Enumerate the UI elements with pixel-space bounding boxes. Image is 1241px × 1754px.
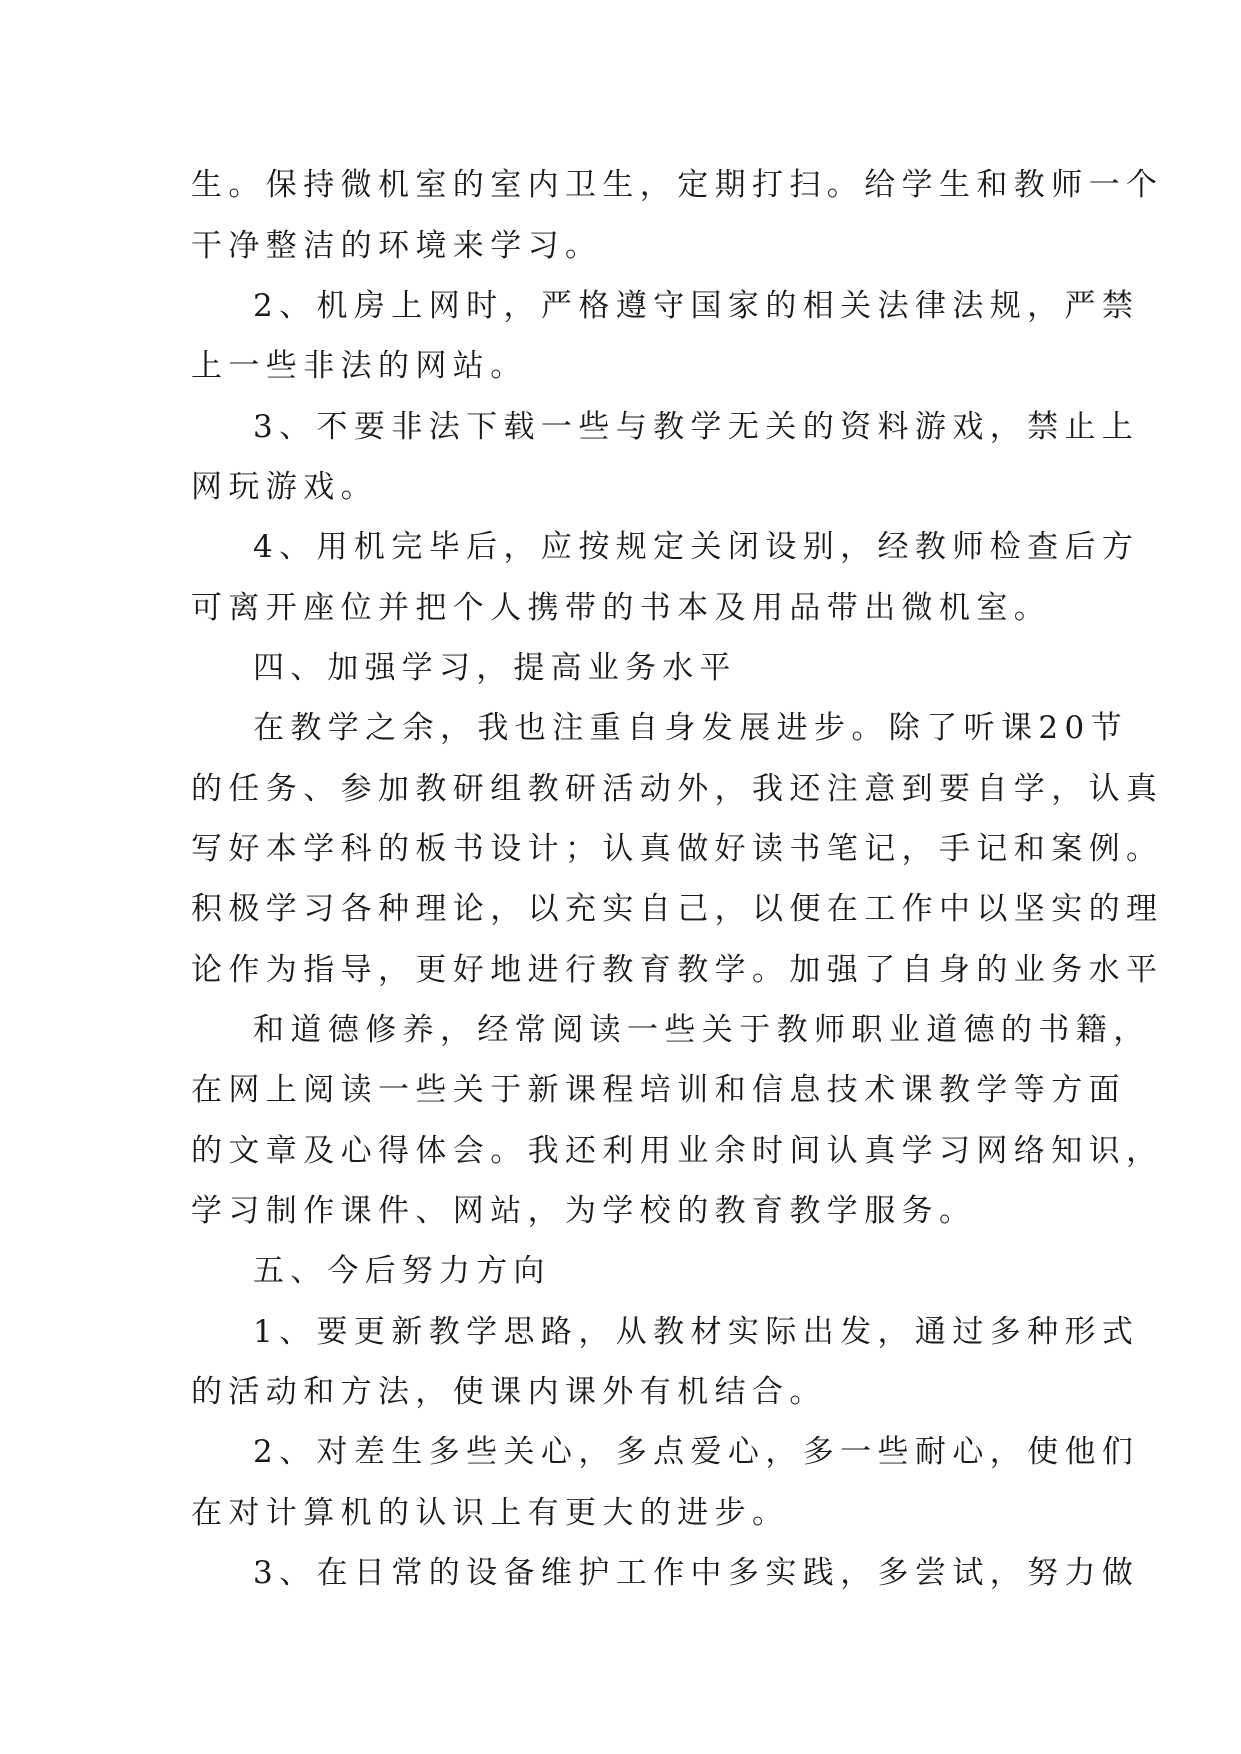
paragraph-line: 3、不要非法下载一些与教学无关的资料游戏，禁止上 — [253, 409, 1140, 445]
paragraph-line: 的文章及心得体会。我还利用业余时间认真学习网络知识， — [191, 1133, 1164, 1169]
paragraph-line: 在教学之余，我也注重自身发展进步。除了听课20节 — [253, 710, 1129, 746]
paragraph-line: 写好本学科的板书设计；认真做好读书笔记，手记和案例。 — [191, 831, 1164, 867]
paragraph-line: 学习制作课件、网站，为学校的教育教学服务。 — [191, 1193, 977, 1229]
section-heading: 四、加强学习，提高业务水平 — [253, 650, 737, 686]
paragraph-line: 论作为指导，更好地进行教育教学。加强了自身的业务水平 — [191, 952, 1164, 988]
paragraph-line: 的任务、参加教研组教研活动外，我还注意到要自学，认真 — [191, 771, 1164, 807]
paragraph-line: 在网上阅读一些关于新课程培训和信息技术课教学等方面 — [191, 1072, 1126, 1108]
paragraph-line: 3、在日常的设备维护工作中多实践，多尝试，努力做 — [253, 1555, 1140, 1591]
paragraph-line: 在对计算机的认识上有更大的进步。 — [191, 1495, 790, 1531]
paragraph-line: 4、用机完毕后，应按规定关闭设别，经教师检查后方 — [253, 529, 1140, 565]
paragraph-line: 2、对差生多些关心，多点爱心，多一些耐心，使他们 — [253, 1434, 1140, 1470]
paragraph-line: 1、要更新教学思路，从教材实际出发，通过多种形式 — [253, 1314, 1140, 1350]
paragraph-line: 网玩游戏。 — [191, 469, 378, 505]
section-heading: 五、今后努力方向 — [253, 1253, 551, 1289]
paragraph-line: 积极学习各种理论，以充实自己，以便在工作中以坚实的理 — [191, 891, 1164, 927]
paragraph-line: 干净整洁的环境来学习。 — [191, 228, 603, 264]
paragraph-line: 生。保持微机室的室内卫生，定期打扫。给学生和教师一个 — [191, 167, 1164, 203]
paragraph-line: 的活动和方法，使课内课外有机结合。 — [191, 1374, 827, 1410]
paragraph-line: 2、机房上网时，严格遵守国家的相关法律法规，严禁 — [253, 288, 1140, 324]
paragraph-line: 可离开座位并把个人携带的书本及用品带出微机室。 — [191, 590, 1052, 626]
paragraph-line: 和道德修养，经常阅读一些关于教师职业道德的书籍， — [253, 1012, 1151, 1048]
paragraph-line: 上一些非法的网站。 — [191, 348, 528, 384]
